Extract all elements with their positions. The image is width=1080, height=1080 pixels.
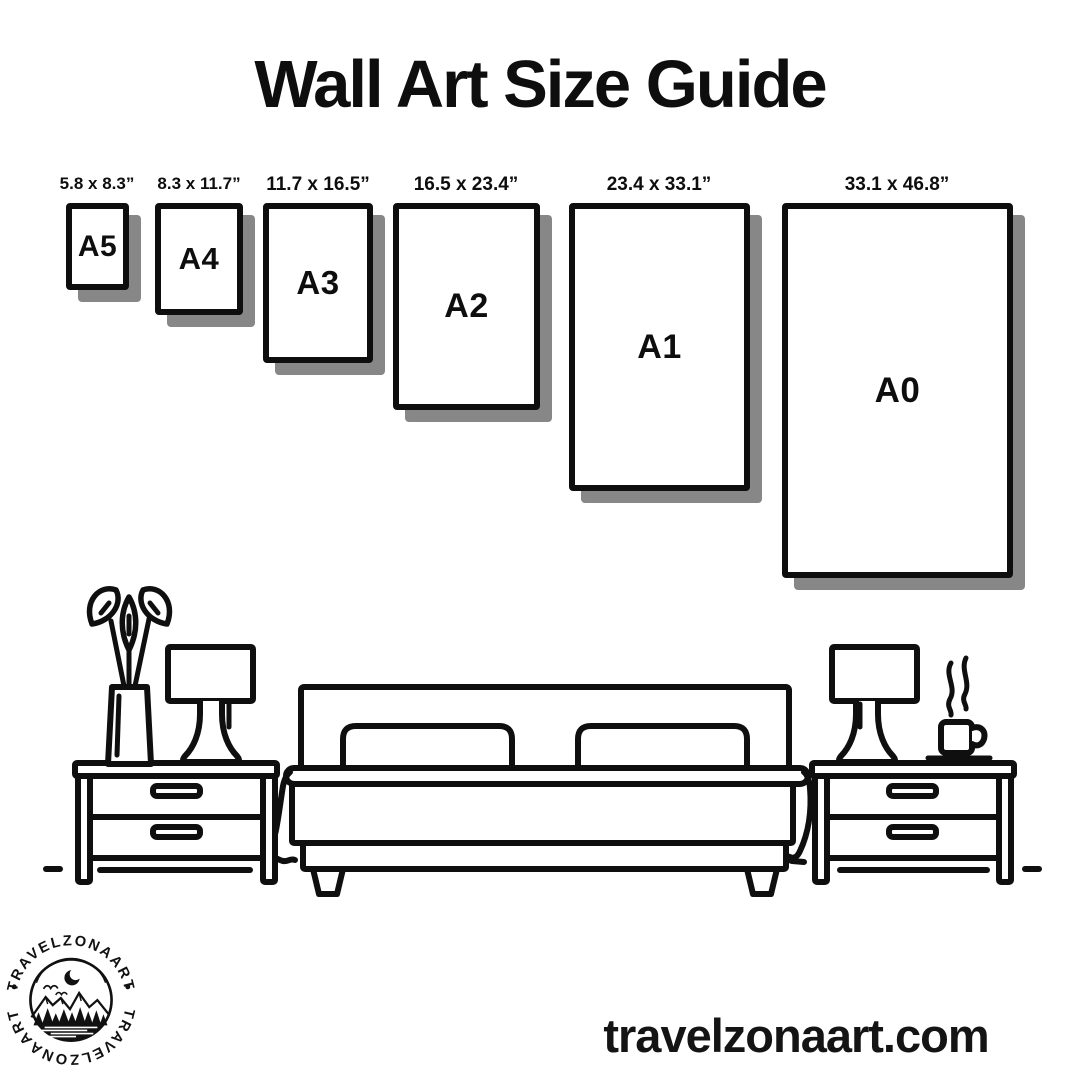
size-dimensions-a1: 23.4 x 33.1” bbox=[606, 174, 712, 195]
logo-text-bottom: TRAVELZONAART bbox=[4, 1007, 138, 1067]
water-icon bbox=[38, 1023, 104, 1040]
website-url: travelzonaart.com bbox=[603, 1009, 989, 1062]
logo-text-top: TRAVELZONAART bbox=[4, 933, 138, 994]
table-lamp-right-icon bbox=[832, 647, 917, 762]
nightstand-right-icon bbox=[812, 763, 1014, 882]
brand-logo-badge bbox=[0, 925, 142, 1067]
size-code-a2: A2 bbox=[444, 287, 489, 325]
coffee-cup-icon bbox=[928, 658, 990, 758]
size-code-a3: A3 bbox=[296, 264, 340, 301]
steam-icon bbox=[949, 663, 953, 715]
table-lamp-left-icon bbox=[168, 647, 253, 762]
size-code-a4: A4 bbox=[178, 241, 220, 276]
size-code-a1: A1 bbox=[637, 327, 682, 366]
logo-scene bbox=[30, 958, 111, 1040]
double-bed-icon bbox=[268, 687, 810, 894]
size-dimensions-a5: 5.8 x 8.3” bbox=[59, 174, 135, 193]
size-dimensions-a3: 11.7 x 16.5” bbox=[266, 174, 370, 195]
size-dimensions-a4: 8.3 x 11.7” bbox=[157, 174, 241, 193]
size-dimensions-a0: 33.1 x 46.8” bbox=[844, 174, 950, 195]
plant-vase-icon bbox=[90, 589, 170, 764]
steam-icon bbox=[964, 658, 967, 709]
nightstand-left-icon bbox=[75, 763, 277, 882]
page-title: Wall Art Size Guide bbox=[254, 47, 826, 122]
size-code-a0: A0 bbox=[874, 370, 921, 410]
size-dimensions-a2: 16.5 x 23.4” bbox=[413, 174, 519, 195]
size-code-a5: A5 bbox=[77, 229, 118, 263]
